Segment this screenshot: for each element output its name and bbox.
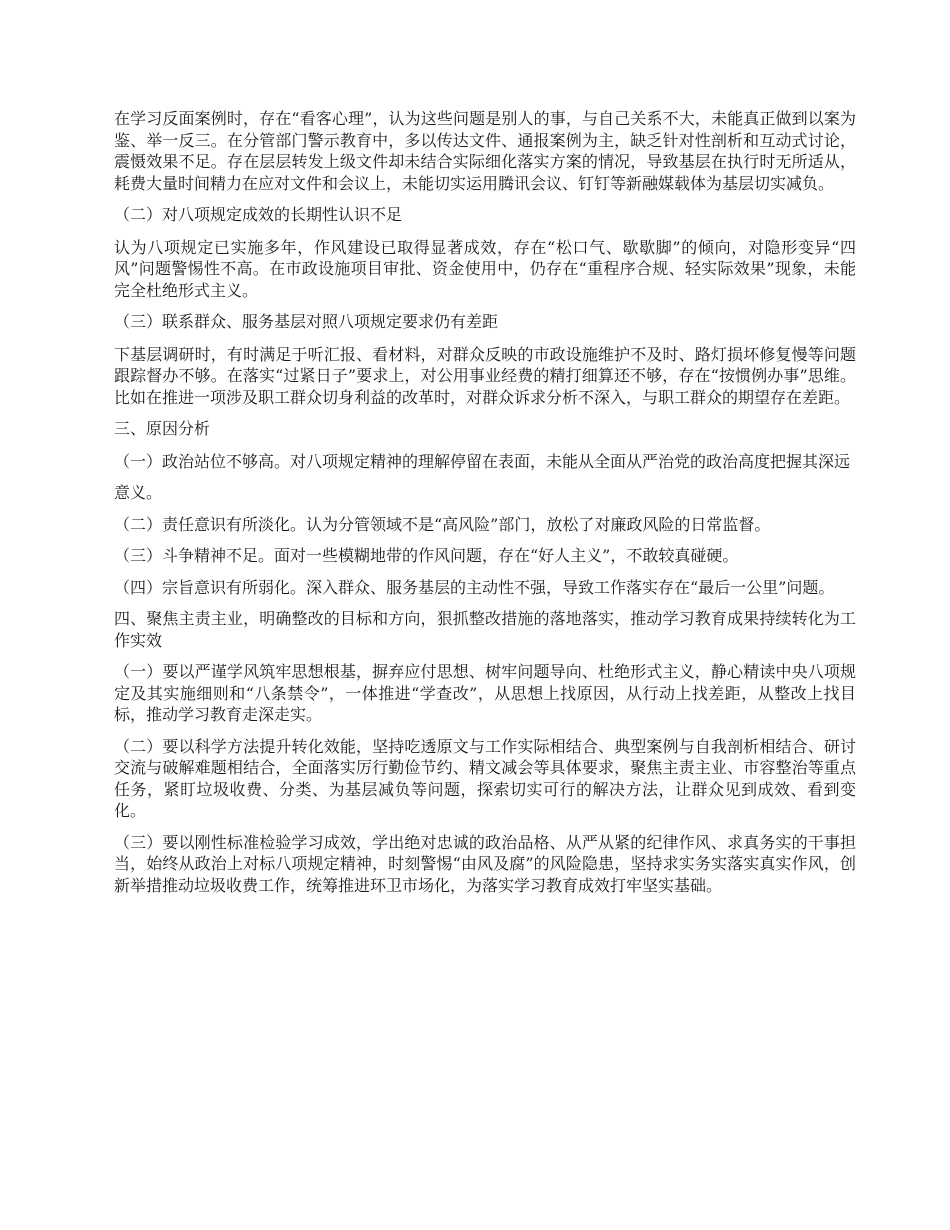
paragraph-rectification-scientific-method: （二）要以科学方法提升转化效能，坚持吃透原文与工作实际相结合、典型案例与自我剖析相结合、研讨交流与破解难题相结合，全面落实厉行勤俭节约、精文减会等具体要求，聚焦主责主业、市容整治等重点任务，紧盯垃圾收费、分类、为基层减负等问题，探索切实可行的解决方法，让群众见到成效、看到变化。 — [114, 736, 856, 820]
paragraph-cause-political-stance: （一）政治站位不够高。对八项规定精神的理解停留在表面，未能从全面从严治党的政治高度把握其深远 — [114, 451, 851, 471]
section-heading-serving-grassroots: （三）联系群众、服务基层对照八项规定要求仍有差距 — [114, 312, 499, 331]
paragraph-cause-purpose-awareness: （四）宗旨意识有所弱化。深入群众、服务基层的主动性不强，导致工作落实存在“最后一公里”问题。 — [114, 577, 835, 597]
paragraph-serving-grassroots: 下基层调研时，有时满足于听汇报、看材料，对群众反映的市政设施维护不及时、路灯损坏修复慢等问题跟踪督办不够。在落实“过紧日子”要求上，对公用事业经费的精打细算还不够，存在“按惯例办事”思维。比如在推进一项涉及职工群众切身利益的改革时，对群众诉求分析不深入，与职工群众的期望存在差距。 — [114, 344, 856, 407]
section-heading-long-term-awareness: （二）对八项规定成效的长期性认识不足 — [114, 205, 403, 224]
paragraph-case-study-mentality: 在学习反面案例时，存在“看客心理”，认为这些问题是别人的事，与自己关系不大，未能真正做到以案为鉴、举一反三。在分管部门警示教育中，多以传达文件、通报案例为主，缺乏针对性剖析和互动式讨论，震慑效果不足。存在层层转发上级文件却未结合实际细化落实方案的情况，导致基层在执行时无所适从，耗费大量时间精力在应对文件和会议上，未能切实运用腾讯会议、钉钉等新融媒载体为基层切实减负。 — [114, 109, 856, 193]
section-heading-cause-analysis: 三、原因分析 — [114, 419, 211, 438]
paragraph-long-term-awareness: 认为八项规定已实施多年，作风建设已取得显著成效，存在“松口气、歇歇脚”的倾向，对隐形变异“四风”问题警惕性不高。在市政设施项目审批、资金使用中，仍存在“重程序合规、轻实际效果”现象，未能完全杜绝形式主义。 — [114, 237, 856, 300]
section-heading-rectification: 四、聚焦主责主业，明确整改的目标和方向，狠抓整改措施的落地落实，推动学习教育成果持续转化为工作实效 — [114, 609, 856, 650]
paragraph-cause-responsibility: （二）责任意识有所淡化。认为分管领域不是“高风险”部门，放松了对廉政风险的日常监督。 — [114, 514, 771, 534]
paragraph-rectification-rigid-standards: （三）要以刚性标准检验学习成效，学出绝对忠诚的政治品格、从严从紧的纪律作风、求真务实的干事担当，始终从政治上对标八项规定精神，时刻警惕“由风及腐”的风险隐患，坚持求实务实落实真实作风，创新举措推动垃圾收费工作，统筹推进环卫市场化，为落实学习教育成效打牢坚实基础。 — [114, 832, 856, 895]
document-page — [114, 108, 856, 906]
paragraph-cause-political-stance-continued: 意义。 — [114, 483, 163, 502]
paragraph-cause-fighting-spirit: （三）斗争精神不足。面对一些模糊地带的作风问题，存在“好人主义”，不敢较真碰硬。 — [114, 546, 739, 565]
paragraph-rectification-study-style: （一）要以严谨学风筑牢思想根基，摒弃应付思想、树牢问题导向、杜绝形式主义，静心精读中央八项规定及其实施细则和“八条禁令”，一体推进“学查改”，从思想上找原因，从行动上找差距，从整改上找目标，推动学习教育走深走实。 — [114, 662, 856, 724]
